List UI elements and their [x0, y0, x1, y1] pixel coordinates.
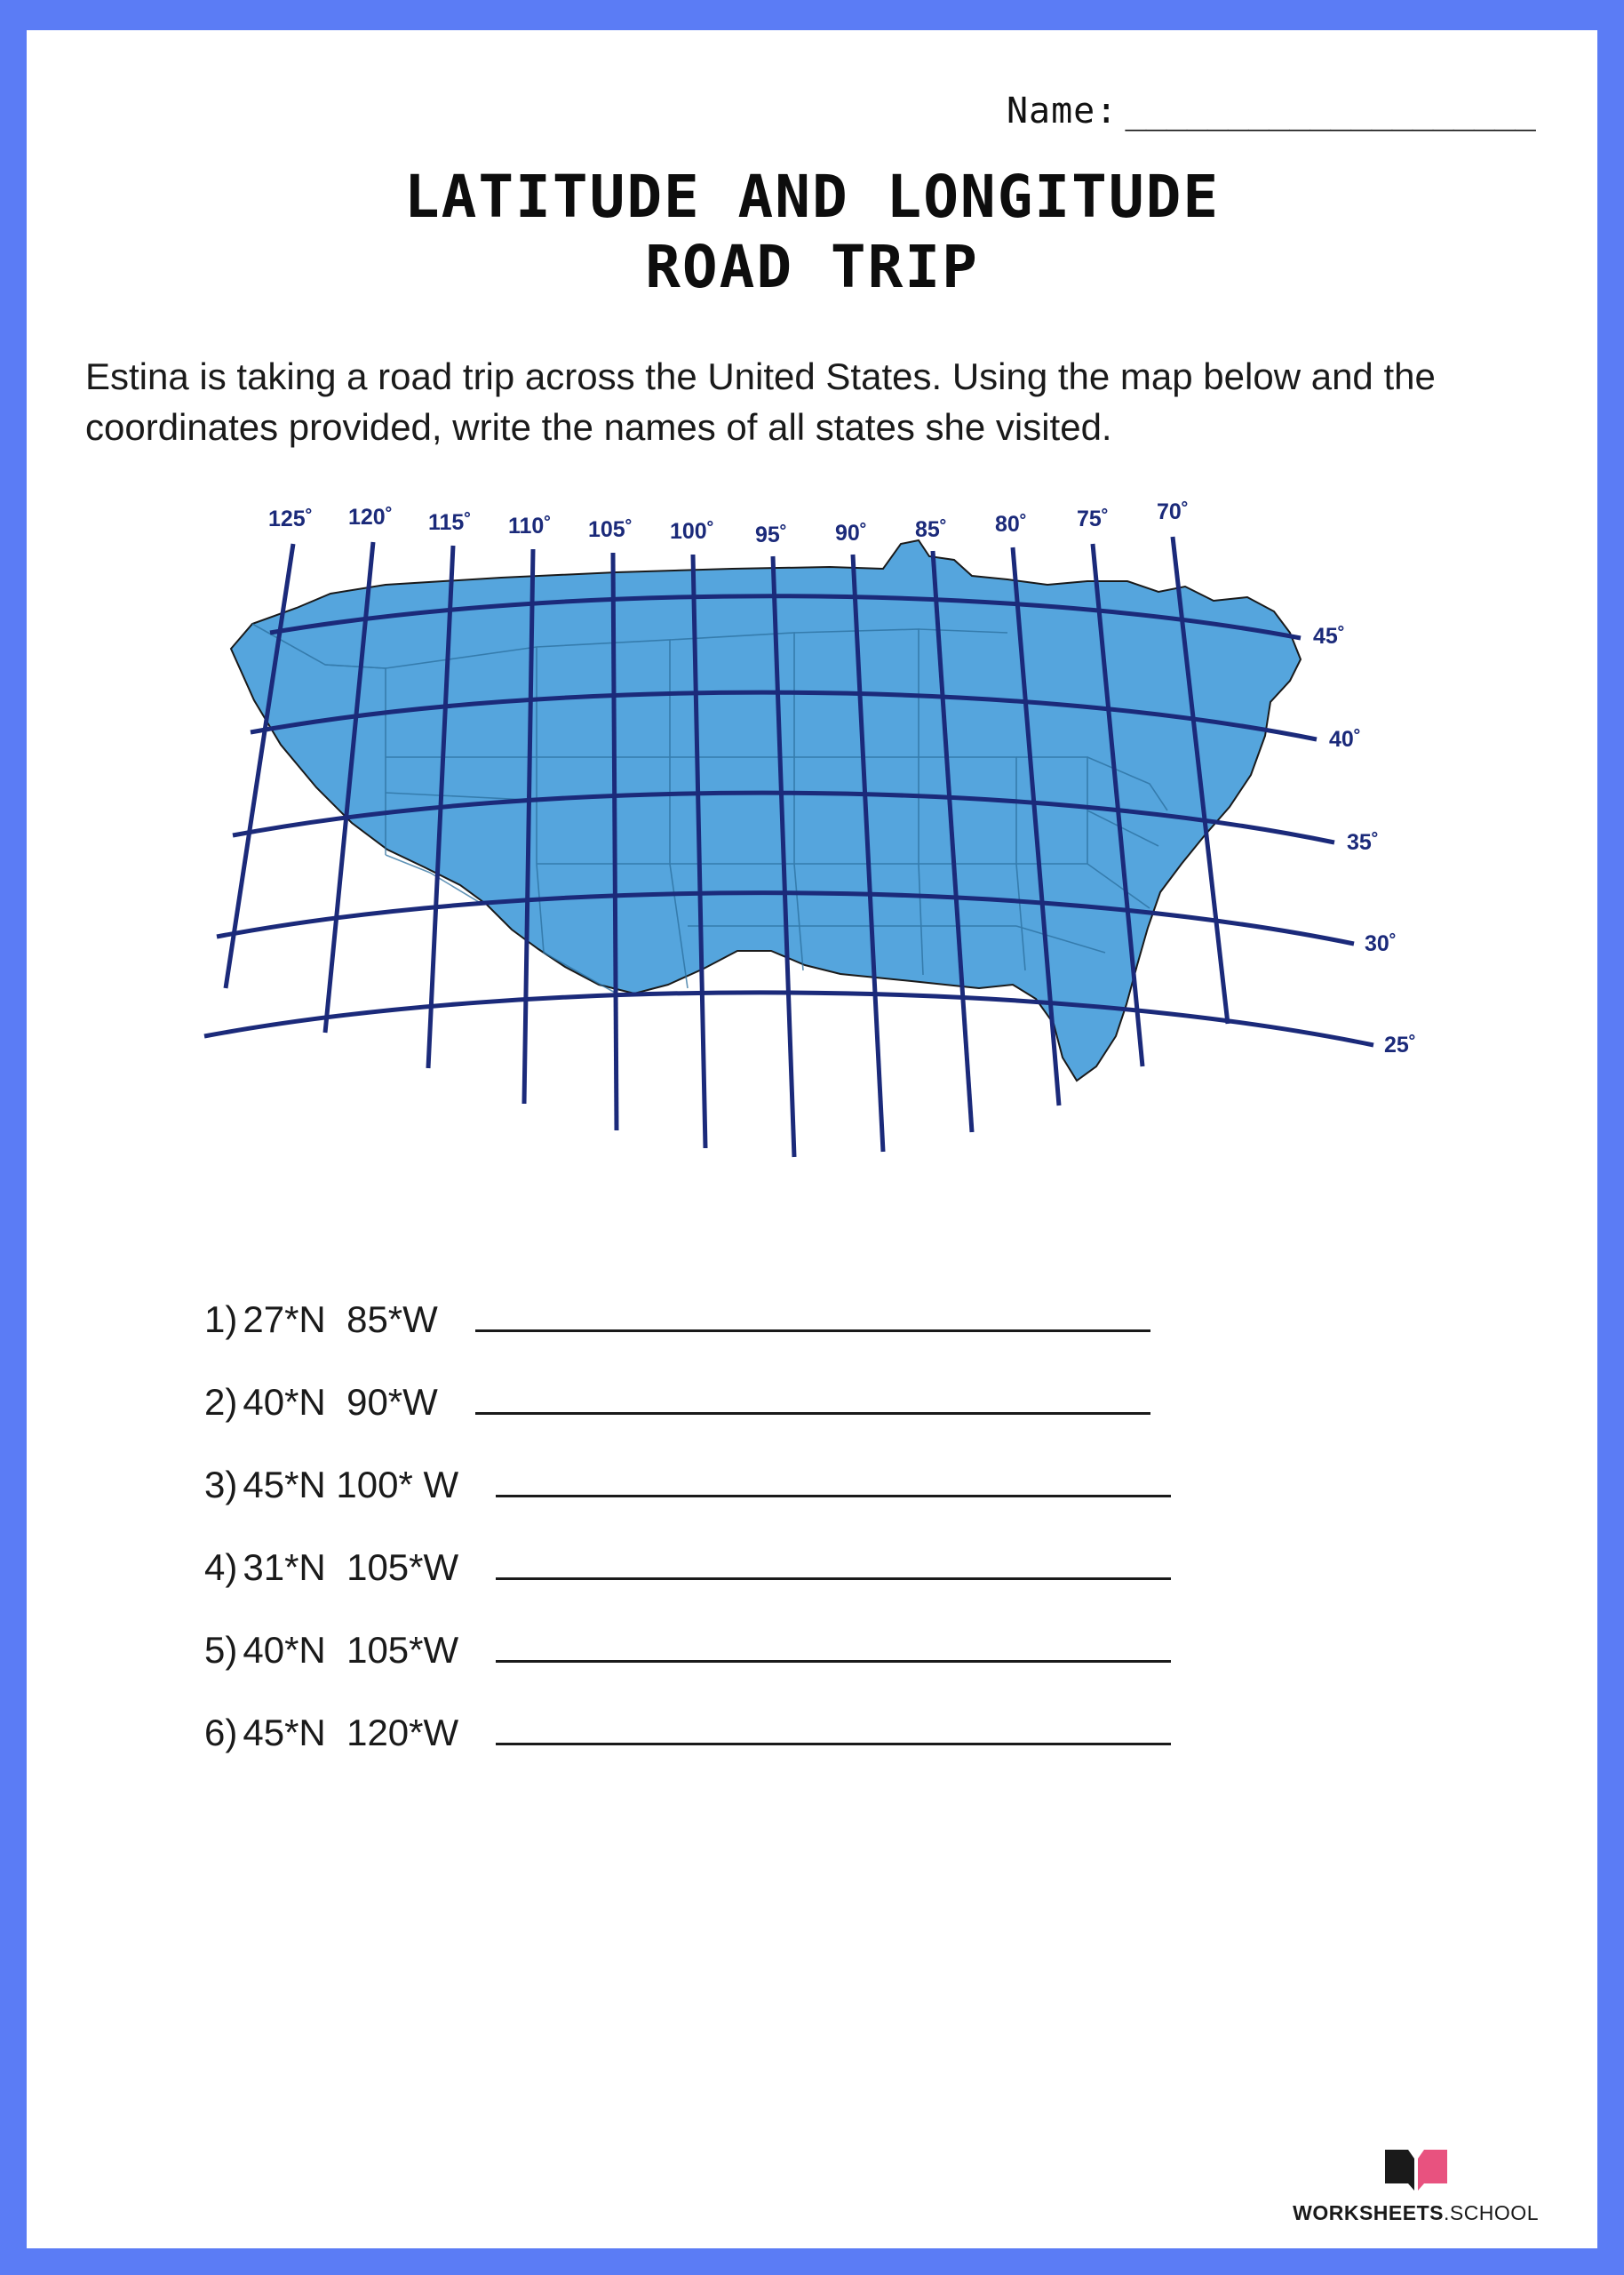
lon-label: 120˚ [348, 504, 394, 530]
answer-blank[interactable] [475, 1373, 1150, 1415]
brand-text [1293, 2201, 1539, 2225]
question-row [204, 1373, 1473, 1424]
question-number: 5) [204, 1628, 238, 1671]
lat-label: 45˚ [1313, 623, 1346, 649]
answer-blank[interactable] [496, 1621, 1171, 1663]
lon-label: 105˚ [588, 516, 633, 542]
worksheet-sheet [27, 30, 1597, 2248]
question-number: 2) [204, 1380, 238, 1423]
map-longitude-labels [268, 499, 1189, 547]
open-book-icon [1381, 2144, 1451, 2196]
answer-blank[interactable] [496, 1538, 1171, 1580]
question-number: 6) [204, 1711, 238, 1753]
lon-label: 110˚ [508, 513, 552, 539]
lon-label: 125˚ [268, 506, 314, 531]
brand-thin: .SCHOOL [1443, 2201, 1539, 2224]
lat-label: 40˚ [1329, 726, 1362, 752]
answer-blank[interactable] [475, 1290, 1150, 1332]
question-coordinates: 40*N 105*W [243, 1628, 459, 1671]
name-label: Name: [1006, 91, 1118, 132]
question-row [204, 1290, 1473, 1341]
lon-label: 80˚ [995, 511, 1028, 537]
question-row [204, 1704, 1473, 1754]
question-row [204, 1621, 1473, 1672]
question-number: 4) [204, 1545, 238, 1588]
instructions-text: Estina is taking a road trip across the United States. Using the map below and the coordinates provided, write the names of all states she visited. [85, 355, 1436, 449]
page-title-line2: ROAD TRIP [645, 233, 979, 302]
lon-label: 115˚ [428, 509, 472, 535]
answer-blank[interactable] [496, 1704, 1171, 1745]
lon-label: 90˚ [835, 520, 868, 546]
question-row [204, 1456, 1473, 1506]
lon-label: 100˚ [670, 518, 715, 544]
question-coordinates: 45*N 100* W [243, 1463, 459, 1505]
lat-label: 30˚ [1365, 930, 1397, 956]
answer-blank[interactable] [496, 1456, 1171, 1497]
questions-list [80, 1290, 1544, 1754]
lon-label: 70˚ [1157, 499, 1190, 524]
lon-label: 75˚ [1077, 506, 1110, 531]
usa-latlong-map [119, 491, 1505, 1228]
page-title [80, 162, 1544, 302]
map-container [80, 491, 1544, 1228]
question-number: 3) [204, 1463, 238, 1505]
name-blank-line[interactable]: ____________________ [1125, 91, 1535, 132]
page-title-line1: LATITUDE AND LONGITUDE [403, 163, 1221, 231]
lon-label: 85˚ [915, 516, 948, 542]
site-footer [1293, 2144, 1539, 2225]
lat-label: 35˚ [1347, 829, 1380, 855]
question-coordinates: 45*N 120*W [243, 1711, 459, 1753]
question-coordinates: 40*N 90*W [243, 1380, 438, 1423]
lat-label: 25˚ [1384, 1032, 1417, 1058]
question-row [204, 1538, 1473, 1589]
brand-bold: WORKSHEETS [1293, 2201, 1444, 2224]
question-coordinates: 27*N 85*W [243, 1297, 438, 1340]
lon-label: 95˚ [755, 522, 788, 547]
question-coordinates: 31*N 105*W [243, 1545, 459, 1588]
name-field-row [80, 91, 1544, 132]
question-number: 1) [204, 1297, 238, 1340]
